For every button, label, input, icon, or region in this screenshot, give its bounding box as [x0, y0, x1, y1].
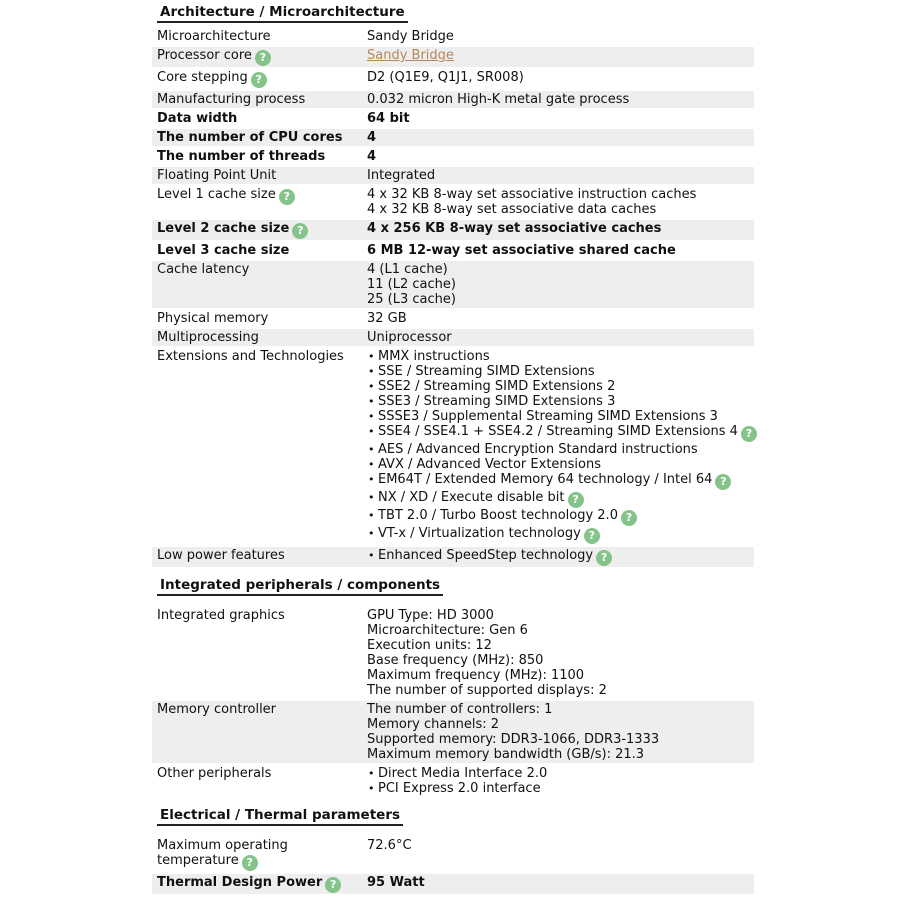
- spec-row-low-power: [152, 547, 754, 567]
- spec-label: Data width: [157, 111, 238, 126]
- spec-row-max-temperature: [152, 837, 754, 872]
- spec-value: Sandy Bridge: [367, 29, 454, 44]
- spec-row-integrated-graphics: [152, 607, 754, 699]
- spec-row-l2-cache: [152, 220, 754, 240]
- spec-row-data-width: [152, 110, 754, 127]
- spec-label: Floating Point Unit: [152, 167, 362, 184]
- help-icon[interactable]: ?: [621, 510, 637, 526]
- help-icon[interactable]: ?: [325, 877, 341, 893]
- spec-value-line: Execution units: 12: [367, 638, 492, 653]
- list-item: • AES / Advanced Encryption Standard instructions: [378, 442, 749, 457]
- spec-value-line: 25 (L3 cache): [367, 292, 456, 307]
- spec-value: 4 x 256 KB 8-way set associative caches: [362, 220, 754, 240]
- list-item: [378, 490, 749, 508]
- list-item: • AVX / Advanced Vector Extensions: [378, 457, 749, 472]
- spec-label: Thermal Design Power: [157, 875, 323, 890]
- spec-table-electrical: [152, 835, 754, 896]
- spec-row-multiprocessing: [152, 329, 754, 346]
- list-item: • SSE3 / Streaming SIMD Extensions 3: [378, 394, 749, 409]
- spec-value-line: Base frequency (MHz): 850: [367, 653, 544, 668]
- extensions-list: [367, 349, 753, 544]
- spec-label: Manufacturing process: [152, 91, 362, 108]
- spec-label: Other peripherals: [157, 766, 272, 781]
- help-icon[interactable]: ?: [279, 189, 295, 205]
- help-icon[interactable]: ?: [568, 492, 584, 508]
- spec-label: The number of CPU cores: [152, 129, 362, 146]
- spec-label: Processor core: [157, 48, 252, 63]
- help-icon[interactable]: ?: [741, 426, 757, 442]
- spec-value-line: Supported memory: DDR3-1066, DDR3-1333: [367, 732, 660, 747]
- list-item-text: VT-x / Virtualization technology: [378, 526, 581, 541]
- section-header-peripherals: [152, 569, 754, 599]
- list-item: [378, 548, 749, 566]
- spec-value: D2 (Q1E9, Q1J1, SR008): [367, 70, 524, 85]
- spec-value: 4: [362, 129, 754, 146]
- list-item-text: NX / XD / Execute disable bit: [378, 490, 565, 505]
- list-item: [378, 472, 749, 490]
- spec-value: 95 Watt: [362, 874, 754, 894]
- spec-value: 4: [367, 149, 377, 164]
- spec-value-line: Microarchitecture: Gen 6: [367, 623, 528, 638]
- spec-value-line: 4 (L1 cache): [367, 262, 448, 277]
- help-icon[interactable]: ?: [715, 474, 731, 490]
- spec-label: Level 2 cache size: [157, 221, 290, 236]
- spec-value-line: 4 x 32 KB 8-way set associative instruction caches: [367, 187, 697, 202]
- spec-row-l1-cache: [152, 186, 754, 218]
- spec-row-cpu-cores: [152, 129, 754, 146]
- spec-label: Level 1 cache size: [157, 187, 276, 202]
- spec-value: 0.032 micron High-K metal gate process: [362, 91, 754, 108]
- spec-label: Multiprocessing: [152, 329, 362, 346]
- help-icon[interactable]: ?: [596, 550, 612, 566]
- spec-value: Integrated: [362, 167, 754, 184]
- spec-value-line: Maximum memory bandwidth (GB/s): 21.3: [367, 747, 645, 762]
- help-icon[interactable]: ?: [292, 223, 308, 239]
- list-item: • Direct Media Interface 2.0: [378, 766, 749, 781]
- spec-value-line: The number of controllers: 1: [367, 702, 553, 717]
- spec-label: Low power features: [152, 547, 362, 567]
- list-item: • MMX instructions: [378, 349, 749, 364]
- spec-row-manufacturing-process: [152, 91, 754, 108]
- spec-label: Microarchitecture: [157, 29, 271, 44]
- spec-row-extensions: [152, 348, 754, 545]
- spec-label: Core stepping: [157, 70, 248, 85]
- spec-label: Physical memory: [157, 311, 269, 326]
- spec-label: The number of threads: [157, 149, 326, 164]
- section-header-electrical: [152, 799, 754, 829]
- list-item-text: EM64T / Extended Memory 64 technology / Intel 64: [378, 472, 713, 487]
- processor-core-link[interactable]: Sandy Bridge: [367, 48, 454, 63]
- list-item-text: SSE4 / SSE4.1 + SSE4.2 / Streaming SIMD Extensions 4: [378, 424, 738, 439]
- spec-value-line: Memory channels: 2: [367, 717, 499, 732]
- section-title: Integrated peripherals / components: [157, 577, 443, 596]
- spec-row-physical-memory: [152, 310, 754, 327]
- spec-value: 6 MB 12-way set associative shared cache: [367, 243, 676, 258]
- list-item: • SSSE3 / Supplemental Streaming SIMD Extensions 3: [378, 409, 749, 424]
- spec-row-tdp: [152, 874, 754, 894]
- list-item-text: TBT 2.0 / Turbo Boost technology 2.0: [378, 508, 618, 523]
- list-item: • SSE2 / Streaming SIMD Extensions 2: [378, 379, 749, 394]
- list-item: • PCI Express 2.0 interface: [378, 781, 749, 796]
- list-item: • SSE / Streaming SIMD Extensions: [378, 364, 749, 379]
- section-title: Architecture / Microarchitecture: [157, 4, 408, 23]
- help-icon[interactable]: ?: [242, 855, 258, 871]
- spec-label: Level 3 cache size: [157, 243, 290, 258]
- spec-value-line: The number of supported displays: 2: [367, 683, 607, 698]
- section-header-architecture: [152, 0, 754, 26]
- spec-table-peripherals: [152, 605, 754, 799]
- help-icon[interactable]: ?: [251, 72, 267, 88]
- spec-label: Maximum operating temperature: [157, 838, 288, 868]
- spec-value: Uniprocessor: [362, 329, 754, 346]
- spec-table-architecture: [152, 26, 754, 569]
- spec-row-fpu: [152, 167, 754, 184]
- spec-label: Extensions and Technologies: [157, 349, 344, 364]
- spec-row-processor-core: [152, 47, 754, 67]
- spec-row-other-peripherals: [152, 765, 754, 797]
- spec-value: 32 GB: [367, 311, 407, 326]
- section-title: Electrical / Thermal parameters: [157, 807, 403, 826]
- list-item: [378, 526, 749, 544]
- peripherals-list: [367, 766, 749, 796]
- help-icon[interactable]: ?: [255, 50, 271, 66]
- spec-value-line: GPU Type: HD 3000: [367, 608, 494, 623]
- list-item-text: Enhanced SpeedStep technology: [378, 548, 594, 563]
- spec-row-memory-controller: [152, 701, 754, 763]
- spec-row-core-stepping: [152, 69, 754, 89]
- spec-label: Memory controller: [152, 701, 362, 763]
- spec-value: 72.6°C: [367, 838, 412, 853]
- spec-row-l3-cache: [152, 242, 754, 259]
- spec-label: Integrated graphics: [157, 608, 285, 623]
- list-item: [378, 424, 753, 442]
- spec-row-microarchitecture: [152, 28, 754, 45]
- spec-row-cache-latency: [152, 261, 754, 308]
- spec-label: Cache latency: [152, 261, 362, 308]
- spec-value-line: 4 x 32 KB 8-way set associative data caches: [367, 202, 657, 217]
- spec-row-threads: [152, 148, 754, 165]
- spec-value-line: Maximum frequency (MHz): 1100: [367, 668, 585, 683]
- list-item: [378, 508, 749, 526]
- low-power-list: [367, 548, 749, 566]
- spec-value-line: 11 (L2 cache): [367, 277, 456, 292]
- help-icon[interactable]: ?: [584, 528, 600, 544]
- spec-value: 64 bit: [367, 111, 410, 126]
- spec-page: [152, 0, 754, 896]
